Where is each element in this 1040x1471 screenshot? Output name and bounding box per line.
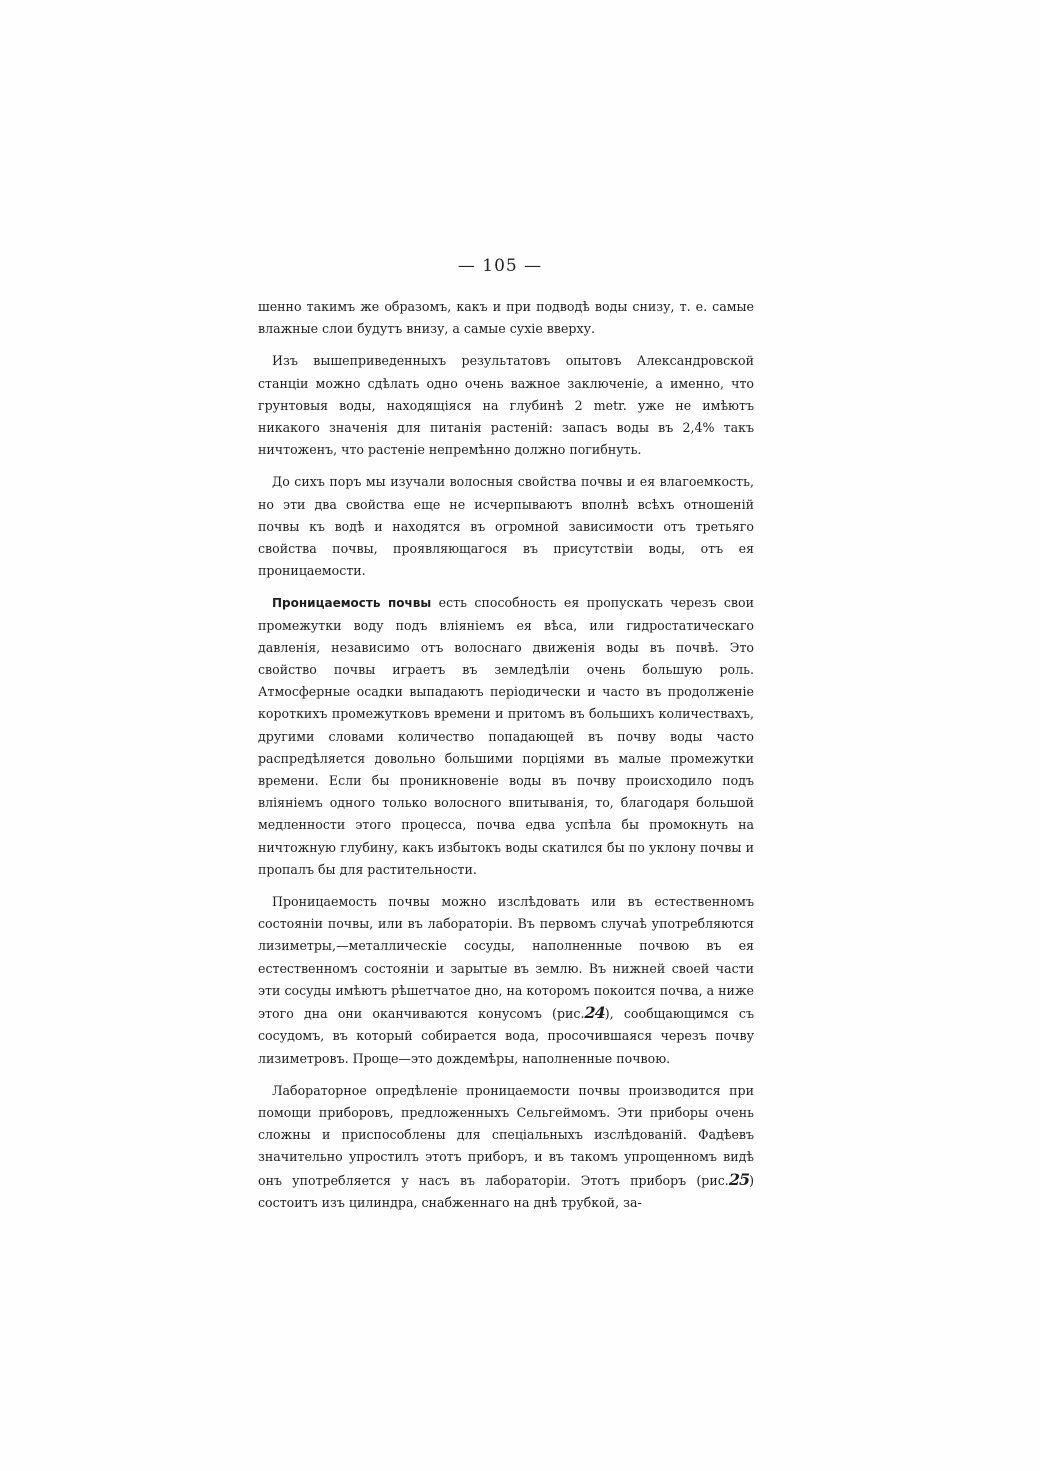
term-permeability: Проницаемость почвы xyxy=(272,596,432,611)
paragraph-permeability-text: есть способность ея пропускать черезъ свои промежутки воду подъ вліяніемъ ея вѣса, или гидростатическаго давленія, независимо отъ волоснаго движенія воды въ почвѣ. Это свойство почвы играетъ въ земледѣліи очень большую роль. Атмосферные осадки выпадаютъ періодически и часто въ продолженіе короткихъ промежутковъ времени и притомъ въ большихъ количествахъ, другими словами количество попадающей въ почву воды часто распредѣляется довольно большими порціями въ малые промежутки времени. Если бы проникновеніе воды въ почву происходило подъ вліяніемъ одного только волосного впитыванія, то, благодаря большой медленности этого процесса, почва едва успѣла бы промокнуть на ничтожную глубину, какъ избытокъ воды скатился бы по уклону почвы и пропалъ бы для растительности. xyxy=(258,595,754,877)
page-body-text xyxy=(258,296,754,1224)
paragraph-laboratory xyxy=(258,1080,754,1214)
laboratory-text-after: ) состоитъ изъ цилиндра, снабженнаго на днѣ трубкой, за- xyxy=(258,1172,754,1210)
paragraph-permeability-definition xyxy=(258,592,754,881)
lysimeters-text-before: Проницаемость почвы можно изслѣдовать или въ естественномъ состояніи почвы, или въ лабораторіи. Въ первомъ случаѣ употребляются лизиметры,—металлическіе сосуды, наполненные почвою въ ея естественномъ состояніи и зарытые въ землю. Въ нижней своей части эти сосуды имѣютъ рѣшетчатое дно, на которомъ покоится почва, а ниже этого дна они оканчиваются конусомъ (рис. xyxy=(258,894,754,1022)
paragraph-conclusion: Изъ вышеприведенныхъ результатовъ опытовъ Александровской станціи можно сдѣлать одно очень важное заключеніе, а именно, что грунтовыя воды, находящіяся на глубинѣ 2 metr. уже не имѣютъ никакого значенія для питанія растеній: запасъ воды въ 2,4% такъ ничтоженъ, что растеніе непремѣнно должно погибнуть. xyxy=(258,353,754,458)
lysimeters-text-after: ), сообщающимся съ сосудомъ, въ который собирается вода, просочившаяся черезъ почву лизиметровъ. Проще—это дождемѣры, наполненные почвою. xyxy=(258,1006,754,1066)
laboratory-text-before: Лабораторное опредѣленіе проницаемости почвы производится при помощи приборовъ, предложенныхъ Сельгеймомъ. Эти приборы очень сложны и приспособлены для спеціальныхъ изслѣдованій. Фадѣевъ значительно упростилъ этотъ приборъ, и въ такомъ упрощенномъ видѣ онъ употребляется у насъ въ лабораторіи. Этотъ приборъ (рис. xyxy=(258,1082,754,1188)
figure-reference-24: 24 xyxy=(584,1003,605,1023)
page-number: — 105 — xyxy=(457,256,543,276)
paragraph-lysimeters xyxy=(258,891,754,1070)
paragraph-properties: До сихъ поръ мы изучали волосныя свойства почвы и ея влагоемкость, но эти два свойства еще не исчерпываютъ вполнѣ всѣхъ отношеній почвы къ водѣ и находятся въ огромной зависимости отъ третьяго свойства почвы, проявляющагося въ присутствіи воды, отъ ея проницаемости. xyxy=(258,474,754,579)
paragraph-continued: шенно такимъ же образомъ, какъ и при подводѣ воды снизу, т. е. самые влажные слои будутъ внизу, а самые сухіе вверху. xyxy=(258,299,754,337)
figure-reference-25: 25 xyxy=(728,1169,750,1189)
